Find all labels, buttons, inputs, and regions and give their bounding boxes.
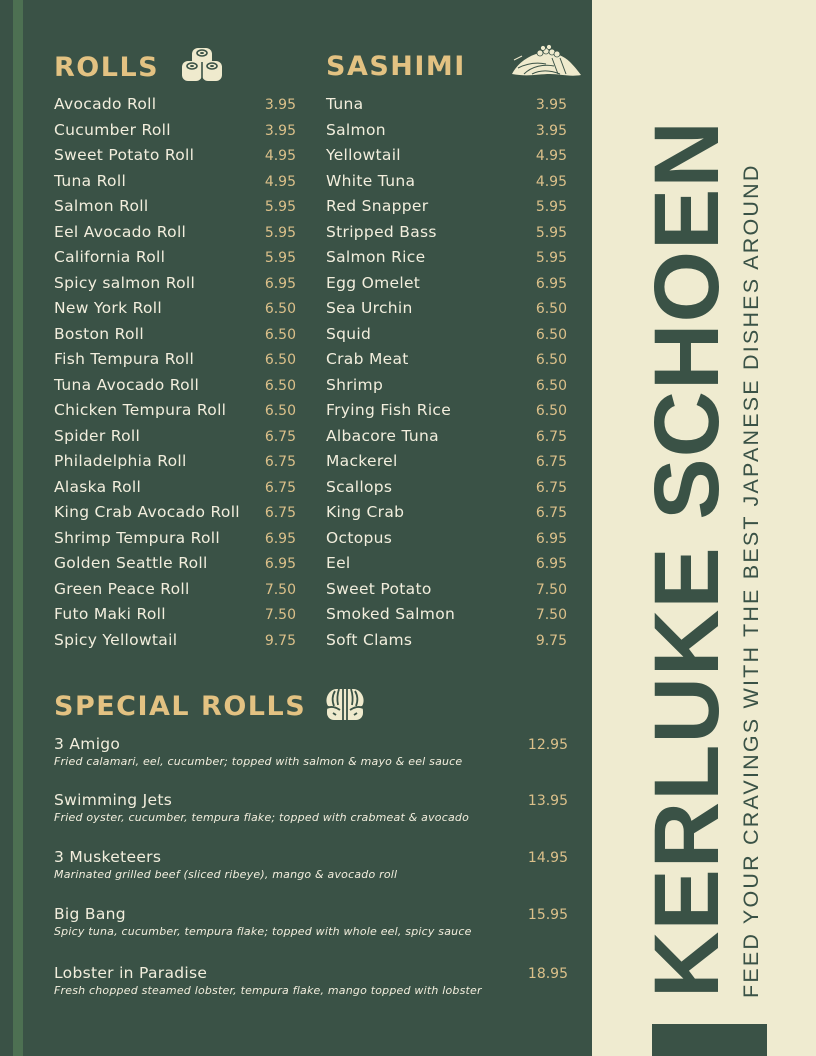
- restaurant-name: KERLUKE SCHOEN: [636, 120, 738, 998]
- menu-item: [54, 401, 296, 427]
- special-rolls-header: [54, 690, 368, 722]
- item-price: 6.50: [264, 326, 296, 343]
- special-item: [54, 791, 568, 848]
- item-name: Yellowtail: [326, 146, 401, 164]
- menu-item: [54, 223, 296, 249]
- item-name: Tuna: [326, 95, 364, 113]
- menu-item: [326, 605, 567, 631]
- menu-item: [326, 580, 567, 606]
- item-description: Spicy tuna, cucumber, tempura flake; topped with whole eel, spicy sauce: [54, 925, 472, 938]
- menu-item: [54, 95, 296, 121]
- menu-item: [326, 172, 567, 198]
- item-price: 6.95: [264, 556, 296, 572]
- item-name: Frying Fish Rice: [326, 401, 452, 419]
- menu-item: [54, 121, 296, 147]
- menu-item: [326, 299, 567, 325]
- item-price: 6.50: [535, 377, 567, 394]
- item-name: Spicy salmon Roll: [54, 273, 196, 292]
- item-price: 4.95: [535, 148, 567, 164]
- item-name: Spicy Yellowtail: [54, 630, 178, 649]
- special-rolls-title: SPECIAL ROLLS: [54, 690, 307, 722]
- item-name: Lobster in Paradise: [54, 964, 208, 982]
- item-name: Salmon: [326, 120, 386, 139]
- item-name: Sweet Potato Roll: [54, 146, 195, 164]
- item-price: 4.95: [264, 173, 296, 190]
- item-name: King Crab: [326, 503, 405, 521]
- item-name: Chicken Tempura Roll: [54, 401, 227, 419]
- item-name: Scallops: [326, 477, 393, 496]
- menu-item: [326, 478, 567, 504]
- item-name: Tuna Roll: [54, 171, 127, 190]
- item-name: Mackerel: [326, 452, 398, 470]
- menu-item: [326, 503, 567, 529]
- item-name: 3 Amigo: [54, 735, 121, 753]
- item-description: Fried oyster, cucumber, tempura flake; topped with crabmeat & avocado: [54, 811, 470, 824]
- item-price: 7.50: [535, 581, 567, 598]
- menu-item: [326, 95, 567, 121]
- item-name: Avocado Roll: [54, 95, 157, 113]
- menu-item: [326, 248, 567, 274]
- item-price: 6.75: [264, 454, 296, 470]
- item-name: Alaska Roll: [54, 477, 142, 496]
- item-price: 5.95: [264, 199, 296, 215]
- menu-item: [54, 197, 296, 223]
- menu-item: [326, 401, 567, 427]
- item-price: 6.95: [264, 275, 296, 292]
- item-price: 6.50: [535, 403, 567, 419]
- menu-item: [326, 529, 567, 555]
- item-price: 3.95: [264, 97, 296, 113]
- menu-item: [54, 427, 296, 453]
- special-item: [54, 905, 568, 964]
- menu-item: [326, 554, 567, 580]
- item-name: Eel: [326, 554, 351, 572]
- item-price: 6.75: [535, 505, 567, 521]
- item-name: Red Snapper: [326, 197, 429, 215]
- menu-item: [54, 631, 296, 657]
- item-name: Salmon Rice: [326, 248, 426, 266]
- decorative-bar: [652, 1024, 767, 1056]
- menu-item: [326, 197, 567, 223]
- item-price: 14.95: [527, 850, 568, 866]
- item-name: Spider Roll: [54, 426, 141, 445]
- item-name: Shrimp Tempura Roll: [54, 528, 221, 547]
- item-price: 6.75: [535, 428, 567, 445]
- item-description: Fresh chopped steamed lobster, tempura flake, mango topped with lobster: [54, 984, 482, 997]
- item-name: Philadelphia Roll: [54, 452, 187, 470]
- item-price: 9.75: [535, 632, 567, 649]
- menu-item: [326, 146, 567, 172]
- menu-item: [326, 376, 567, 402]
- item-name: Smoked Salmon: [326, 605, 456, 623]
- item-name: Boston Roll: [54, 324, 144, 343]
- item-description: Marinated grilled beef (sliced ribeye), mango & avocado roll: [54, 868, 398, 881]
- menu-item: [54, 478, 296, 504]
- item-price: 6.75: [264, 505, 296, 521]
- menu-item: [54, 529, 296, 555]
- item-price: 6.50: [264, 352, 296, 368]
- menu-item: [54, 605, 296, 631]
- item-price: 6.75: [535, 454, 567, 470]
- item-name: Big Bang: [54, 905, 126, 923]
- menu-item: [54, 580, 296, 606]
- sashimi-list: [326, 95, 567, 656]
- rolls-title: ROLLS: [54, 51, 160, 83]
- item-name: Sea Urchin: [326, 299, 413, 317]
- item-name: Shrimp: [326, 375, 384, 394]
- rolls-header: [54, 52, 225, 82]
- special-item: [54, 964, 568, 1020]
- menu-item: [326, 350, 567, 376]
- item-price: 7.50: [264, 607, 296, 623]
- menu-item: [54, 350, 296, 376]
- menu-item: [54, 146, 296, 172]
- item-price: 5.95: [264, 250, 296, 266]
- sashimi-title: SASHIMI: [326, 50, 466, 82]
- item-price: 6.50: [264, 403, 296, 419]
- menu-item: [326, 631, 567, 657]
- item-price: 4.95: [264, 148, 296, 164]
- item-price: 5.95: [535, 250, 567, 266]
- item-price: 12.95: [527, 737, 568, 753]
- item-name: Green Peace Roll: [54, 579, 190, 598]
- menu-item: [54, 274, 296, 300]
- item-price: 6.50: [535, 301, 567, 317]
- special-item: [54, 735, 568, 791]
- item-price: 18.95: [527, 966, 568, 982]
- item-name: Albacore Tuna: [326, 426, 439, 445]
- menu-item: [54, 299, 296, 325]
- item-name: Octopus: [326, 528, 393, 547]
- item-name: California Roll: [54, 248, 166, 266]
- item-price: 3.95: [264, 122, 296, 139]
- item-description: Fried calamari, eel, cucumber; topped with salmon & mayo & eel sauce: [54, 755, 463, 768]
- menu-item: [326, 325, 567, 351]
- special-rolls-list: [54, 735, 568, 1020]
- menu-item: [326, 427, 567, 453]
- item-price: 3.95: [535, 122, 567, 139]
- item-price: 7.50: [264, 581, 296, 598]
- item-price: 4.95: [535, 173, 567, 190]
- item-price: 6.95: [264, 530, 296, 547]
- rolls-list: [54, 95, 296, 656]
- menu-item: [54, 376, 296, 402]
- menu-item: [326, 121, 567, 147]
- item-price: 6.50: [535, 352, 567, 368]
- item-name: Stripped Bass: [326, 222, 437, 241]
- item-price: 6.75: [535, 479, 567, 496]
- item-name: White Tuna: [326, 171, 416, 190]
- item-price: 6.95: [535, 556, 567, 572]
- sashimi-header: [326, 52, 582, 80]
- sushi-rolls-icon: [181, 46, 225, 82]
- special-item: [54, 848, 568, 905]
- menu-item: [326, 223, 567, 249]
- menu-item: [54, 503, 296, 529]
- restaurant-tagline: FEED YOUR CRAVINGS WITH THE BEST JAPANESE DISHES AROUND: [739, 163, 763, 998]
- item-price: 9.75: [264, 632, 296, 649]
- item-name: Egg Omelet: [326, 273, 421, 292]
- item-name: Sweet Potato: [326, 579, 432, 598]
- item-price: 7.50: [535, 607, 567, 623]
- item-name: King Crab Avocado Roll: [54, 503, 240, 521]
- menu-item: [54, 554, 296, 580]
- item-name: Cucumber Roll: [54, 120, 171, 139]
- item-name: Futo Maki Roll: [54, 605, 166, 623]
- item-price: 6.75: [264, 428, 296, 445]
- sashimi-icon: [510, 44, 582, 80]
- menu-item: [326, 452, 567, 478]
- item-price: 6.50: [264, 377, 296, 394]
- item-name: Soft Clams: [326, 630, 413, 649]
- item-price: 3.95: [535, 97, 567, 113]
- item-name: Golden Seattle Roll: [54, 554, 208, 572]
- item-name: Crab Meat: [326, 350, 409, 368]
- item-name: Squid: [326, 324, 372, 343]
- item-name: Salmon Roll: [54, 197, 149, 215]
- item-price: 6.75: [264, 479, 296, 496]
- item-price: 5.95: [264, 224, 296, 241]
- item-name: Eel Avocado Roll: [54, 222, 187, 241]
- item-price: 15.95: [527, 907, 568, 923]
- item-name: 3 Musketeers: [54, 848, 162, 866]
- item-price: 5.95: [535, 199, 567, 215]
- item-price: 5.95: [535, 224, 567, 241]
- menu-item: [54, 325, 296, 351]
- item-name: Fish Tempura Roll: [54, 350, 195, 368]
- nigiri-icon: [322, 686, 368, 722]
- item-price: 6.95: [535, 530, 567, 547]
- menu-item: [54, 452, 296, 478]
- item-name: New York Roll: [54, 299, 162, 317]
- item-price: 6.50: [535, 326, 567, 343]
- item-price: 6.50: [264, 301, 296, 317]
- menu-item: [54, 172, 296, 198]
- item-name: Tuna Avocado Roll: [54, 375, 200, 394]
- item-price: 6.95: [535, 275, 567, 292]
- menu-item: [54, 248, 296, 274]
- item-price: 13.95: [527, 793, 568, 809]
- decorative-stripe: [13, 0, 23, 1056]
- item-name: Swimming Jets: [54, 791, 173, 809]
- menu-item: [326, 274, 567, 300]
